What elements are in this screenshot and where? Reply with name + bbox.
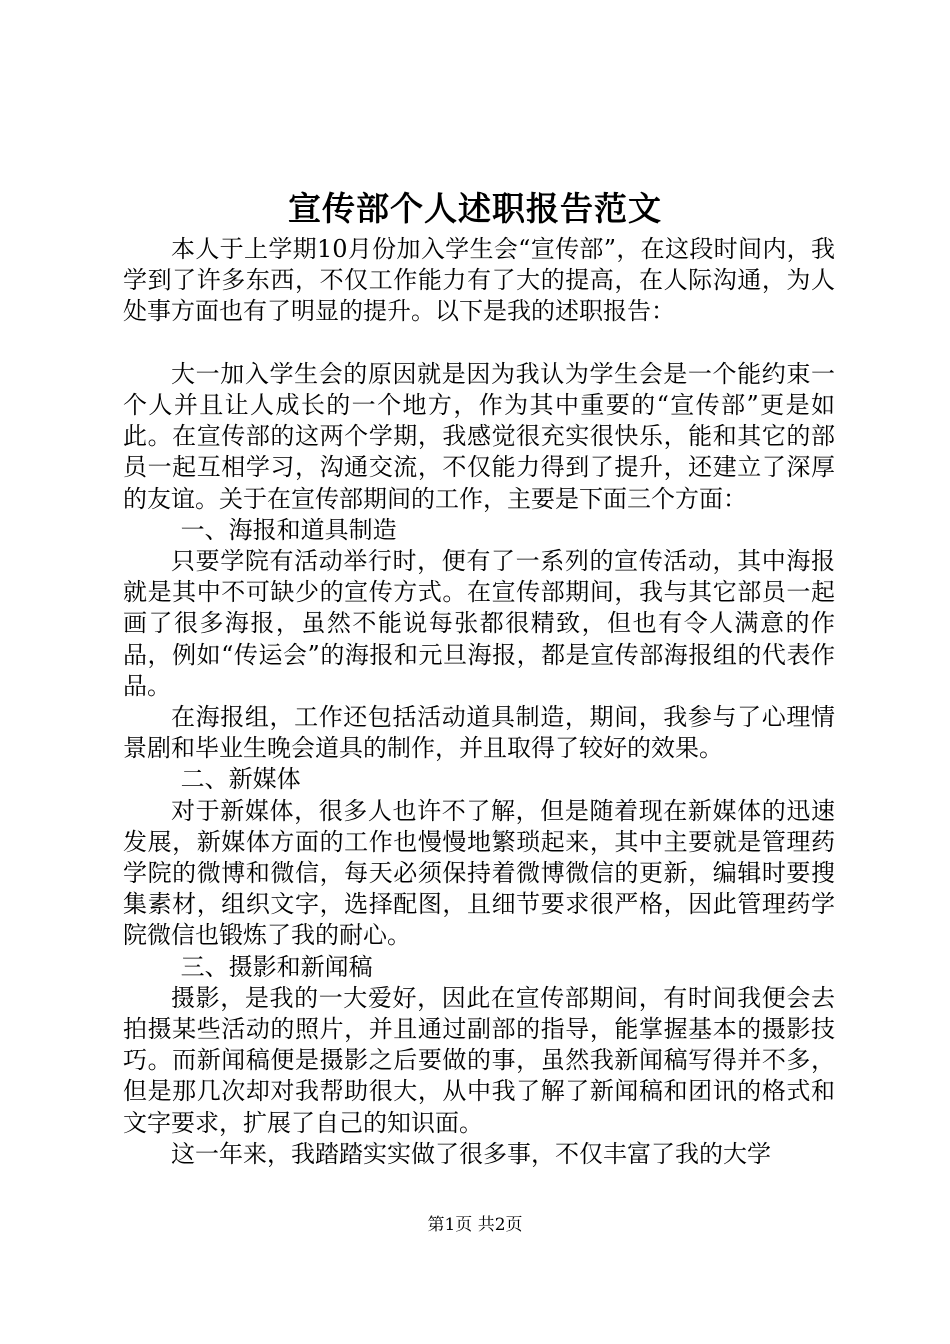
paragraph-summary: 这一年来，我踏踏实实做了很多事，不仅丰富了我的大学	[171, 1139, 771, 1168]
document-body	[123, 234, 835, 1170]
section-heading-new-media: 二、新媒体	[180, 765, 301, 794]
paragraph-new-media: 对于新媒体，很多人也许不了解，但是随着现在新媒体的迅速发展，新媒体方面的工作也慢慢地繁琐起来，其中主要就是管理药学院的微博和微信，每天必须保持着微博微信的更新，编辑时要搜集素材，组织文字，选择配图，且细节要求很严格，因此管理药学院微信也锻炼了我的耐心。	[123, 796, 835, 950]
page-number-footer: 第1页 共2页	[427, 1215, 523, 1235]
paragraph-photography: 摄影，是我的一大爱好，因此在宣传部期间，有时间我便会去拍摄某些活动的照片，并且通过副部的指导，能掌握基本的摄影技巧。而新闻稿便是摄影之后要做的事，虽然我新闻稿写得并不多，但是那几次却对我帮助很大，从中我了解了新闻稿和团讯的格式和文字要求，扩展了自己的知识面。	[123, 983, 835, 1137]
section-heading-photography: 三、摄影和新闻稿	[180, 952, 373, 981]
paragraph-reason: 大一加入学生会的原因就是因为我认为学生会是一个能约束一个人并且让人成长的一个地方，作为其中重要的“宣传部”更是如此。在宣传部的这两个学期，我感觉很充实很快乐，能和其它的部员一起互相学习，沟通交流，不仅能力得到了提升，还建立了深厚的友谊。关于在宣传部期间的工作，主要是下面三个方面：	[123, 359, 835, 513]
paragraph-intro: 本人于上学期10月份加入学生会“宣传部”，在这段时间内，我学到了许多东西，不仅工作能力有了大的提高，在人际沟通，为人处事方面也有了明显的提升。以下是我的述职报告：	[123, 235, 835, 326]
paragraph-posters: 只要学院有活动举行时，便有了一系列的宣传活动，其中海报就是其中不可缺少的宣传方式。在宣传部期间，我与其它部员一起画了很多海报，虽然不能说每张都很精致，但也有令人满意的作品，例如“传运会”的海报和元旦海报，都是宣传部海报组的代表作品。	[123, 547, 835, 700]
section-heading-posters: 一、海报和道具制造	[180, 515, 397, 544]
paragraph-props: 在海报组，工作还包括活动道具制造，期间，我参与了心理情景剧和毕业生晚会道具的制作，并且取得了较好的效果。	[123, 703, 835, 763]
document-title: 宣传部个人述职报告范文	[288, 189, 662, 228]
